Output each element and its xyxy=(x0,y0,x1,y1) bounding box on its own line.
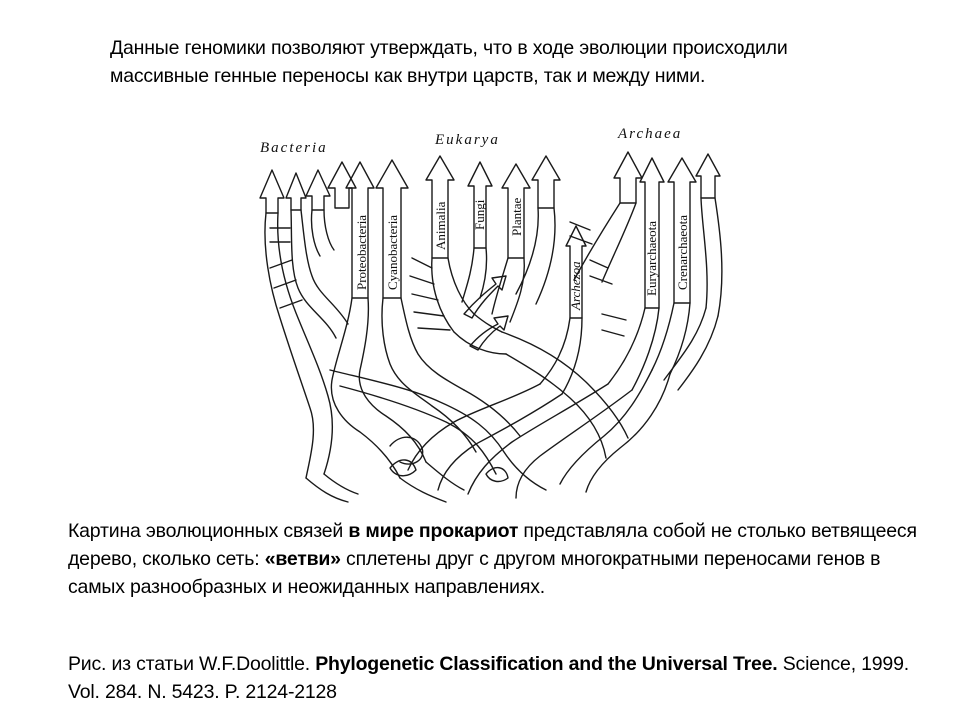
body-text-part2: представляла собой не столько ветвящееся дерево, сколько сеть: xyxy=(68,520,917,570)
rung-e1 xyxy=(412,258,432,268)
transfer-arrow-1 xyxy=(464,276,506,318)
transfer-arrow-2 xyxy=(470,316,508,350)
label-crenarchaeota: Crenarchaeota xyxy=(675,214,690,290)
body-text-part3: сплетены друг с другом многократными переносами генов в самых разнообразных и неожиданных направлениях. xyxy=(68,548,881,598)
domain-label-eukarya: Eukarya xyxy=(435,132,500,148)
root-cross-9 xyxy=(506,354,606,458)
fungi-down-r xyxy=(480,248,487,298)
archaea-right-down-r xyxy=(715,198,722,316)
intro-text: Данные геномики позволяют утверждать, что в ходе эволюции происходили массивные генные переносы как внутри царств, так и между ними. xyxy=(110,37,788,87)
reticulated-tree-figure xyxy=(240,118,730,508)
body-text-bold1: в мире прокариот xyxy=(348,520,519,542)
body-paragraph xyxy=(68,517,928,601)
rung-e3 xyxy=(412,294,438,300)
cren-down-l xyxy=(652,303,674,370)
root-cross-11 xyxy=(432,406,476,452)
animalia-down-r xyxy=(448,258,474,314)
cren-down-r xyxy=(670,303,690,374)
citation-title: Phylogenetic Classification and the Universal Tree. xyxy=(315,653,778,675)
rung-e4 xyxy=(414,312,444,316)
label-plantae: Plantae xyxy=(509,197,524,236)
root-cross-15 xyxy=(306,478,348,502)
arrow-bacteria-3 xyxy=(306,170,330,210)
bacteria-trunk-right-b xyxy=(324,210,334,250)
root-cross-10 xyxy=(502,332,628,438)
label-proteobacteria: Proteobacteria xyxy=(354,214,369,290)
tree-illustration xyxy=(240,118,730,508)
bacteria-trunk-mid-b xyxy=(301,210,348,324)
root-cross-4 xyxy=(438,394,562,490)
rung-a3 xyxy=(590,260,608,268)
bacteria-trunk-right xyxy=(311,210,320,256)
rung-a6 xyxy=(602,330,624,336)
domain-label-bacteria: Bacteria xyxy=(260,140,328,156)
root-cross-8 xyxy=(586,374,670,492)
citation-suffix: Science, 1999. Vol. 284. N. 5423. P. 2124-2128 xyxy=(68,653,909,703)
fungi-down-l xyxy=(462,248,474,302)
body-text-bold2: «ветви» xyxy=(264,548,341,570)
rung-a4 xyxy=(590,276,612,284)
plantae-down-r xyxy=(510,258,524,322)
label-archezoa: Archezoa xyxy=(568,261,583,310)
cyano-down-r xyxy=(401,298,464,390)
root-cross-13 xyxy=(400,478,446,502)
rung-e2 xyxy=(410,276,434,284)
eury-down-r xyxy=(632,308,659,390)
domain-label-archaea: Archaea xyxy=(618,126,683,142)
bacteria-trunk-left-b xyxy=(278,213,333,474)
archaea-right-down-l xyxy=(701,198,707,308)
arrow-archaea-4 xyxy=(696,154,720,198)
label-fungi: Fungi xyxy=(472,199,487,230)
citation-prefix: Рис. из статьи W.F.Doolittle. xyxy=(68,653,316,675)
arrow-bacteria-2 xyxy=(286,173,306,210)
arrow-archaea-1 xyxy=(614,152,642,203)
rung-e5 xyxy=(418,328,450,330)
arrow-bacteria-1 xyxy=(260,170,284,213)
root-cross-16 xyxy=(324,474,358,494)
intro-paragraph xyxy=(110,34,870,90)
proteo-down-l xyxy=(331,298,400,478)
rung-a1 xyxy=(570,222,590,230)
label-animalia: Animalia xyxy=(433,201,448,250)
archaea-left-down-r xyxy=(602,203,636,282)
root-cross-7 xyxy=(560,370,652,484)
eukarya-extra-r xyxy=(536,208,555,304)
arrow-eukarya-4 xyxy=(532,156,560,208)
body-text-part1: Картина эволюционных связей xyxy=(68,520,349,542)
figure-citation xyxy=(68,650,928,706)
eury-down-l xyxy=(608,308,645,384)
root-cross-14 xyxy=(426,462,464,490)
rung-a5 xyxy=(602,314,626,320)
archezoa-down-r xyxy=(562,318,582,394)
label-cyanobacteria: Cyanobacteria xyxy=(385,214,400,290)
root-leaf-2 xyxy=(486,468,508,482)
label-euryarchaeota: Euryarchaeota xyxy=(644,220,659,296)
